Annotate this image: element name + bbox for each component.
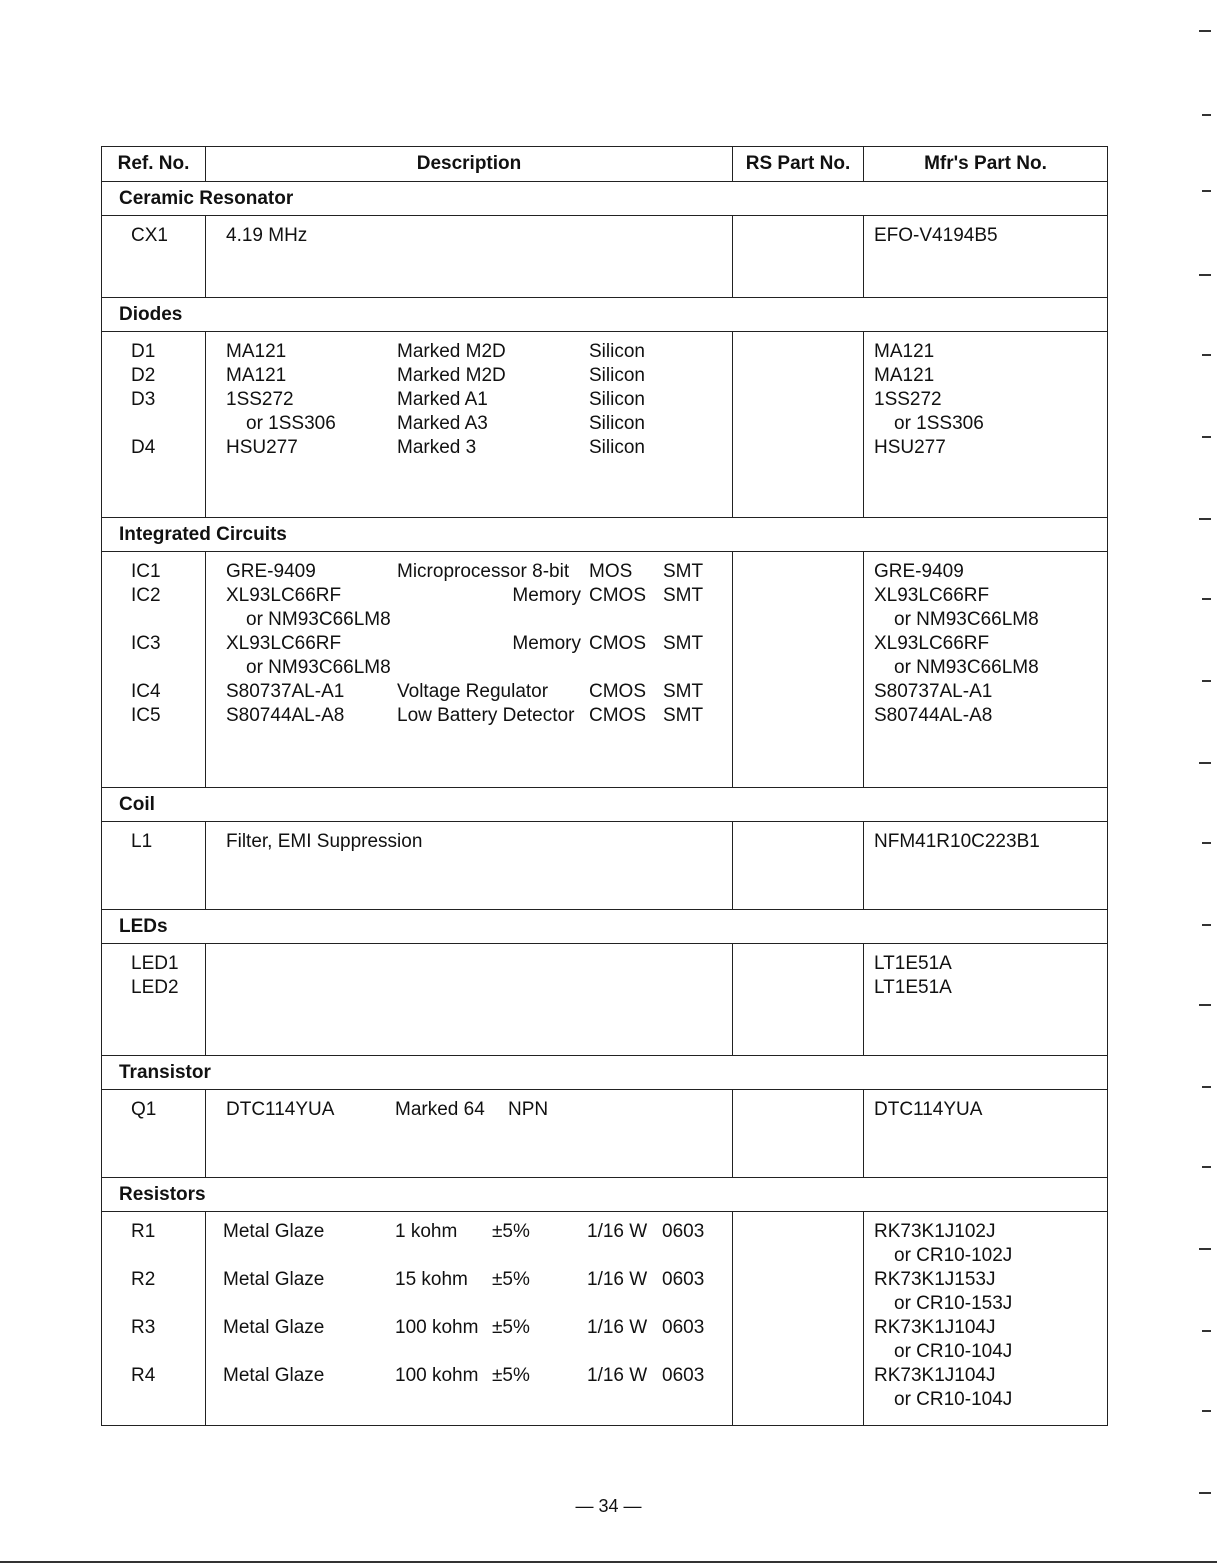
desc-field: 15 kohm <box>395 1269 468 1290</box>
ref-line <box>102 1364 205 1388</box>
desc-field: 0603 <box>662 1365 705 1386</box>
desc-field: HSU277 <box>226 437 298 458</box>
desc-field: 0603 <box>662 1269 705 1290</box>
desc-field: 1SS272 <box>226 389 294 410</box>
parts-list-table <box>101 146 1108 1426</box>
desc-field: XL93LC66RF <box>226 633 342 654</box>
desc-field: CMOS <box>589 705 646 726</box>
section-body-row <box>102 216 1108 298</box>
desc-field: Metal Glaze <box>223 1365 325 1386</box>
desc-field: SMT <box>663 633 704 654</box>
ref-no: IC2 <box>131 585 161 606</box>
section-body-row <box>102 944 1108 1056</box>
desc-field: Silicon <box>589 389 645 410</box>
desc-line <box>206 608 732 632</box>
header-description: Description <box>206 147 733 182</box>
description-cell <box>206 552 733 788</box>
mfr-part-no: NFM41R10C223B1 <box>874 831 1040 852</box>
section-header <box>102 910 1108 944</box>
description-cell <box>206 216 733 298</box>
rs-part-cell <box>733 1212 864 1426</box>
desc-field: or 1SS306 <box>246 413 336 434</box>
section-title: LEDs <box>102 910 1108 944</box>
mfr-line <box>864 1364 1107 1388</box>
desc-field: Marked 3 <box>397 437 477 458</box>
ref-no: L1 <box>131 831 153 852</box>
ref-cell <box>102 216 206 298</box>
section-header <box>102 182 1108 216</box>
desc-field: 1/16 W <box>587 1221 648 1242</box>
mfr-part-no: XL93LC66RF <box>874 633 990 654</box>
margin-tick <box>1199 518 1211 520</box>
desc-line <box>206 632 732 656</box>
ref-no: D2 <box>131 365 156 386</box>
desc-field: 0603 <box>662 1221 705 1242</box>
ref-no: IC1 <box>131 561 161 582</box>
desc-line <box>206 584 732 608</box>
parts-body <box>102 182 1108 1426</box>
ref-no: IC4 <box>131 681 161 702</box>
mfr-line <box>864 976 1107 1000</box>
mfr-alt-part-no: or CR10-104J <box>894 1341 1013 1362</box>
ref-line <box>102 1268 205 1292</box>
ref-line <box>102 584 205 608</box>
mfr-line <box>864 560 1107 584</box>
mfr-part-no: or NM93C66LM8 <box>894 609 1039 630</box>
desc-field: 1/16 W <box>587 1365 648 1386</box>
desc-field: SMT <box>663 561 704 582</box>
desc-field: Voltage Regulator <box>397 681 549 702</box>
ref-cell <box>102 1090 206 1178</box>
ref-line <box>102 412 205 436</box>
mfr-line <box>864 584 1107 608</box>
desc-field: ±5% <box>492 1365 530 1386</box>
margin-tick <box>1199 1004 1211 1006</box>
desc-field: NPN <box>508 1099 549 1120</box>
ref-no: R1 <box>131 1221 156 1242</box>
mfr-line <box>864 436 1107 460</box>
section-body-row <box>102 1212 1108 1426</box>
mfr-line <box>864 608 1107 632</box>
ref-line <box>102 436 205 460</box>
desc-field: 1/16 W <box>587 1269 648 1290</box>
desc-spacer <box>206 1292 732 1316</box>
desc-line <box>206 830 732 854</box>
header-ref-no: Ref. No. <box>102 147 206 182</box>
mfr-alt-part-no: or CR10-102J <box>894 1245 1013 1266</box>
desc-field: GRE-9409 <box>226 561 316 582</box>
ref-line <box>102 340 205 364</box>
ref-line <box>102 952 205 976</box>
desc-line <box>206 412 732 436</box>
desc-field: Marked A1 <box>397 389 488 410</box>
desc-field: or NM93C66LM8 <box>246 609 391 630</box>
desc-field: 100 kohm <box>395 1365 479 1386</box>
ref-cell <box>102 944 206 1056</box>
margin-tick <box>1202 1330 1211 1332</box>
ref-spacer <box>102 1244 205 1268</box>
mfr-part-no: DTC114YUA <box>874 1099 983 1120</box>
desc-line <box>206 1364 732 1388</box>
ref-no: R2 <box>131 1269 156 1290</box>
mfr-line <box>864 632 1107 656</box>
header-mfr-part-no: Mfr's Part No. <box>864 147 1108 182</box>
margin-tick <box>1202 598 1211 600</box>
mfr-part-no: or 1SS306 <box>894 413 984 434</box>
ref-line <box>102 608 205 632</box>
mfr-alt-part-no: or CR10-104J <box>894 1389 1013 1410</box>
ref-line <box>102 656 205 680</box>
desc-field: Marked M2D <box>397 365 506 386</box>
margin-tick <box>1202 842 1211 844</box>
ref-no: Q1 <box>131 1099 157 1120</box>
desc-line <box>206 560 732 584</box>
desc-spacer <box>206 1244 732 1268</box>
ref-line <box>102 830 205 854</box>
desc-field: Metal Glaze <box>223 1317 325 1338</box>
mfr-part-no: RK73K1J102J <box>874 1221 996 1242</box>
mfr-line <box>864 412 1107 436</box>
section-header <box>102 518 1108 552</box>
mfr-part-no: EFO-V4194B5 <box>874 225 998 246</box>
mfr-line <box>864 1340 1107 1364</box>
desc-line <box>206 1220 732 1244</box>
description-cell <box>206 944 733 1056</box>
mfr-part-no: LT1E51A <box>874 977 952 998</box>
ref-cell <box>102 1212 206 1426</box>
ref-no: D1 <box>131 341 156 362</box>
margin-tick <box>1202 190 1211 192</box>
mfr-part-no: S80744AL-A8 <box>874 705 993 726</box>
mfr-part-cell <box>864 1090 1108 1178</box>
desc-line <box>206 1268 732 1292</box>
section-title: Integrated Circuits <box>102 518 1108 552</box>
desc-field: S80737AL-A1 <box>226 681 345 702</box>
desc-field: ±5% <box>492 1221 530 1242</box>
desc-field: Marked M2D <box>397 341 506 362</box>
desc-field: Filter, EMI Suppression <box>226 831 423 852</box>
section-header <box>102 1178 1108 1212</box>
margin-tick <box>1202 354 1211 356</box>
mfr-part-no: LT1E51A <box>874 953 952 974</box>
desc-field: Microprocessor 8-bit <box>397 561 570 582</box>
ref-cell <box>102 822 206 910</box>
margin-tick <box>1202 924 1211 926</box>
mfr-line <box>864 680 1107 704</box>
table-header-row <box>102 147 1108 182</box>
rs-part-cell <box>733 332 864 518</box>
ref-line <box>102 388 205 412</box>
section-header <box>102 298 1108 332</box>
section-header <box>102 788 1108 822</box>
desc-spacer <box>206 1340 732 1364</box>
mfr-line <box>864 1388 1107 1412</box>
ref-line <box>102 1098 205 1122</box>
page-number: — 34 — <box>575 1496 642 1516</box>
desc-field: Memory <box>512 633 581 654</box>
margin-tick <box>1202 114 1211 116</box>
margin-tick <box>1202 1410 1211 1412</box>
desc-field: Silicon <box>589 437 645 458</box>
ref-line <box>102 632 205 656</box>
desc-line <box>206 340 732 364</box>
ref-no: IC3 <box>131 633 161 654</box>
description-cell <box>206 332 733 518</box>
desc-field: Low Battery Detector <box>397 705 575 726</box>
section-body-row <box>102 332 1108 518</box>
desc-field: XL93LC66RF <box>226 585 342 606</box>
mfr-line <box>864 224 1107 248</box>
mfr-part-no: HSU277 <box>874 437 946 458</box>
margin-tick <box>1199 1248 1211 1250</box>
desc-line <box>206 388 732 412</box>
desc-field: Memory <box>512 585 581 606</box>
header-rs-part-no: RS Part No. <box>733 147 864 182</box>
mfr-part-no: RK73K1J104J <box>874 1317 996 1338</box>
ref-no: D4 <box>131 437 156 458</box>
description-cell <box>206 1090 733 1178</box>
ref-spacer <box>102 1388 205 1412</box>
ref-spacer <box>102 1340 205 1364</box>
desc-field: CMOS <box>589 681 646 702</box>
ref-line <box>102 1316 205 1340</box>
rs-part-cell <box>733 822 864 910</box>
rs-part-cell <box>733 944 864 1056</box>
desc-line <box>206 1098 732 1122</box>
desc-line <box>206 976 732 1000</box>
margin-tick <box>1202 436 1211 438</box>
desc-line <box>206 364 732 388</box>
desc-field: Silicon <box>589 413 645 434</box>
ref-no: LED2 <box>131 977 179 998</box>
desc-field: 4.19 MHz <box>226 225 308 246</box>
section-title: Coil <box>102 788 1108 822</box>
ref-line <box>102 704 205 728</box>
mfr-line <box>864 1098 1107 1122</box>
mfr-part-cell <box>864 1212 1108 1426</box>
section-title: Ceramic Resonator <box>102 182 1108 216</box>
desc-field: SMT <box>663 585 704 606</box>
desc-field: SMT <box>663 681 704 702</box>
ref-line <box>102 364 205 388</box>
desc-field: MOS <box>589 561 633 582</box>
desc-line <box>206 1316 732 1340</box>
margin-tick <box>1199 762 1211 764</box>
mfr-part-no: S80737AL-A1 <box>874 681 993 702</box>
mfr-line <box>864 1316 1107 1340</box>
section-title: Transistor <box>102 1056 1108 1090</box>
mfr-part-cell <box>864 332 1108 518</box>
desc-field: MA121 <box>226 365 287 386</box>
section-title: Diodes <box>102 298 1108 332</box>
desc-field: CMOS <box>589 585 646 606</box>
mfr-part-cell <box>864 822 1108 910</box>
desc-field: Marked A3 <box>397 413 488 434</box>
mfr-part-no: RK73K1J153J <box>874 1269 996 1290</box>
ref-line <box>102 560 205 584</box>
mfr-line <box>864 1268 1107 1292</box>
desc-field: Metal Glaze <box>223 1221 325 1242</box>
rs-part-cell <box>733 552 864 788</box>
ref-cell <box>102 552 206 788</box>
margin-tick-marks <box>1177 0 1217 1568</box>
ref-line <box>102 224 205 248</box>
mfr-part-no: MA121 <box>874 341 935 362</box>
desc-field: 0603 <box>662 1317 705 1338</box>
ref-line <box>102 976 205 1000</box>
mfr-line <box>864 388 1107 412</box>
desc-field: Silicon <box>589 365 645 386</box>
mfr-line <box>864 340 1107 364</box>
mfr-part-no: 1SS272 <box>874 389 942 410</box>
ref-no: D3 <box>131 389 156 410</box>
section-body-row <box>102 1090 1108 1178</box>
section-body-row <box>102 552 1108 788</box>
desc-field: 1 kohm <box>395 1221 458 1242</box>
mfr-part-no: RK73K1J104J <box>874 1365 996 1386</box>
mfr-part-no: XL93LC66RF <box>874 585 990 606</box>
margin-tick <box>1199 274 1211 276</box>
mfr-line <box>864 1220 1107 1244</box>
desc-field: Metal Glaze <box>223 1269 325 1290</box>
margin-tick <box>1202 680 1211 682</box>
mfr-line <box>864 830 1107 854</box>
ref-cell <box>102 332 206 518</box>
mfr-line <box>864 364 1107 388</box>
mfr-line <box>864 952 1107 976</box>
ref-line <box>102 680 205 704</box>
mfr-alt-part-no: or CR10-153J <box>894 1293 1013 1314</box>
desc-line <box>206 436 732 460</box>
desc-field: or NM93C66LM8 <box>246 657 391 678</box>
desc-field: SMT <box>663 705 704 726</box>
mfr-line <box>864 704 1107 728</box>
description-cell <box>206 822 733 910</box>
mfr-line <box>864 1244 1107 1268</box>
mfr-line <box>864 1292 1107 1316</box>
desc-field: 100 kohm <box>395 1317 479 1338</box>
mfr-part-cell <box>864 216 1108 298</box>
desc-line <box>206 224 732 248</box>
section-body-row <box>102 822 1108 910</box>
ref-no: CX1 <box>131 225 168 246</box>
desc-field: 1/16 W <box>587 1317 648 1338</box>
mfr-part-no: MA121 <box>874 365 935 386</box>
margin-tick <box>1199 1492 1211 1494</box>
bottom-rule <box>0 1561 1217 1563</box>
section-title: Resistors <box>102 1178 1108 1212</box>
ref-line <box>102 1220 205 1244</box>
desc-line <box>206 656 732 680</box>
desc-field: Silicon <box>589 341 645 362</box>
desc-line <box>206 952 732 976</box>
desc-spacer <box>206 1388 732 1412</box>
desc-field: MA121 <box>226 341 287 362</box>
margin-tick <box>1199 30 1211 32</box>
ref-spacer <box>102 1292 205 1316</box>
ref-no: LED1 <box>131 953 179 974</box>
desc-line <box>206 704 732 728</box>
margin-tick <box>1202 1166 1211 1168</box>
mfr-part-no: or NM93C66LM8 <box>894 657 1039 678</box>
rs-part-cell <box>733 1090 864 1178</box>
desc-field: S80744AL-A8 <box>226 705 345 726</box>
mfr-line <box>864 656 1107 680</box>
desc-field: ±5% <box>492 1317 530 1338</box>
desc-field: Marked 64 <box>395 1099 485 1120</box>
mfr-part-no: GRE-9409 <box>874 561 964 582</box>
desc-field: CMOS <box>589 633 646 654</box>
desc-line <box>206 680 732 704</box>
margin-tick <box>1202 1086 1211 1088</box>
ref-no: R4 <box>131 1365 156 1386</box>
ref-no: R3 <box>131 1317 156 1338</box>
desc-field: DTC114YUA <box>226 1099 335 1120</box>
description-cell <box>206 1212 733 1426</box>
mfr-part-cell <box>864 552 1108 788</box>
mfr-part-cell <box>864 944 1108 1056</box>
desc-field: ±5% <box>492 1269 530 1290</box>
ref-no: IC5 <box>131 705 161 726</box>
rs-part-cell <box>733 216 864 298</box>
section-header <box>102 1056 1108 1090</box>
